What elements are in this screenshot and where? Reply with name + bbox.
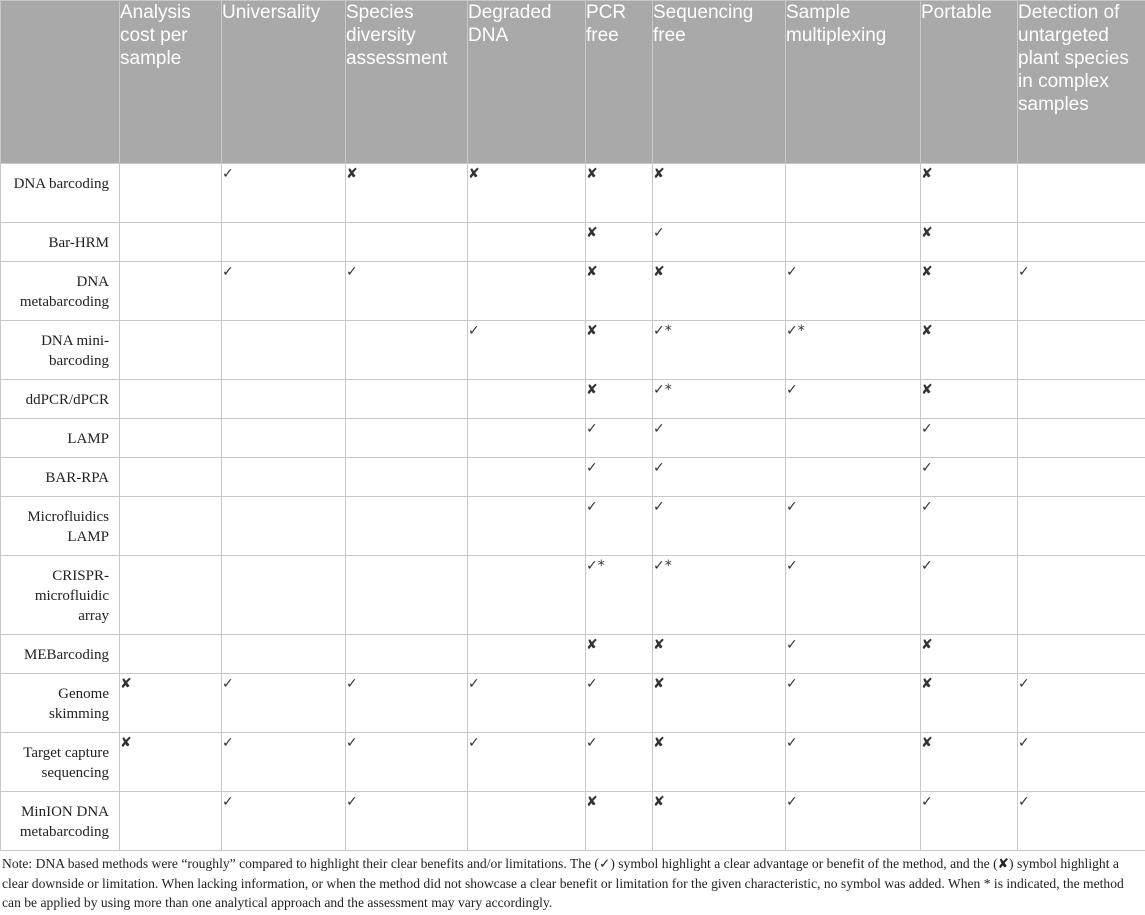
assessment-cell [120,164,222,223]
assessment-cell: ✘ [921,635,1018,674]
table-row [1,635,1145,674]
assessment-cell [346,497,468,556]
column-header: Portable [921,1,1018,164]
assessment-cell: ✓ [921,419,1018,458]
assessment-cell: ✓ [786,792,921,851]
assessment-cell [786,419,921,458]
table-row [1,164,1145,223]
assessment-cell: ✘ [346,164,468,223]
assessment-cell: ✘ [921,164,1018,223]
assessment-cell: ✘ [921,733,1018,792]
table-footnote: Note: DNA based methods were “roughly” compared to highlight their clear benefits and/or limitations. The (✓) symbol highlight a clear advantage or benefit of the method, and the (✘) symbol highlight a clear downside or limitation. When lacking information, or when the method did not showcase a clear benefit or limitation for the given characteristic, no symbol was added. When * is indicated, the method can be applied by using more than one analytical approach and the assessment may vary accordingly. [2,856,1124,910]
table-body [1,164,1145,851]
table-row [1,419,1145,458]
header-corner [1,1,120,164]
assessment-cell: ✓ [786,674,921,733]
assessment-cell: ✘ [586,792,653,851]
assessment-cell [786,223,921,262]
assessment-cell: ✓ [653,497,786,556]
assessment-cell [120,635,222,674]
assessment-cell: ✓ [786,262,921,321]
method-name-cell: Genome skimming [1,674,120,733]
method-name-cell: DNA mini-barcoding [1,321,120,380]
assessment-cell: ✓ [786,556,921,635]
assessment-cell: ✓ [921,497,1018,556]
assessment-cell [786,164,921,223]
assessment-cell: ✓ [346,792,468,851]
assessment-cell: ✓* [653,321,786,380]
assessment-cell [468,380,586,419]
assessment-cell: ✓ [653,458,786,497]
table-row [1,497,1145,556]
method-name-cell: BAR-RPA [1,458,120,497]
column-header: Detection of untargeted plant species in complex samples [1018,1,1145,164]
method-name-cell: ddPCR/dPCR [1,380,120,419]
table-row [1,674,1145,733]
assessment-cell [120,497,222,556]
method-name-cell: LAMP [1,419,120,458]
assessment-cell: ✓ [653,419,786,458]
assessment-cell [1018,380,1145,419]
assessment-cell: ✓* [586,556,653,635]
assessment-cell: ✓ [586,497,653,556]
assessment-cell [120,321,222,380]
column-header: Sample multiplexing [786,1,921,164]
assessment-cell: ✘ [586,262,653,321]
assessment-cell: ✓ [222,674,346,733]
assessment-cell [346,380,468,419]
assessment-cell [120,458,222,497]
assessment-cell: ✘ [653,674,786,733]
assessment-cell: ✓ [468,321,586,380]
assessment-cell [1018,321,1145,380]
method-name-cell: Microfluidics LAMP [1,497,120,556]
assessment-cell: ✓ [1018,733,1145,792]
column-header: Universality [222,1,346,164]
assessment-cell [120,792,222,851]
assessment-cell: ✓* [653,380,786,419]
assessment-cell: ✘ [120,733,222,792]
assessment-cell [1018,164,1145,223]
assessment-cell [346,458,468,497]
column-header: PCR free [586,1,653,164]
assessment-cell [222,321,346,380]
assessment-cell: ✘ [586,223,653,262]
assessment-cell: ✓* [786,321,921,380]
assessment-cell [120,262,222,321]
assessment-cell [468,262,586,321]
method-name-cell: DNA barcoding [1,164,120,223]
assessment-cell: ✘ [921,223,1018,262]
assessment-cell [1018,556,1145,635]
method-name-cell: MinION DNA metabarcoding [1,792,120,851]
assessment-cell: ✓ [653,223,786,262]
assessment-cell: ✓ [222,792,346,851]
assessment-cell: ✘ [653,164,786,223]
assessment-cell: ✓ [468,674,586,733]
table-row [1,792,1145,851]
assessment-cell: ✓ [921,458,1018,497]
table-row [1,556,1145,635]
assessment-cell [222,635,346,674]
assessment-cell: ✓ [222,164,346,223]
assessment-cell: ✓ [1018,792,1145,851]
assessment-cell: ✘ [586,321,653,380]
assessment-cell [786,458,921,497]
assessment-cell: ✘ [468,164,586,223]
table-row [1,262,1145,321]
assessment-cell [346,556,468,635]
assessment-cell: ✓ [921,792,1018,851]
assessment-cell [468,419,586,458]
table-row [1,458,1145,497]
column-header: Analysis cost per sample [120,1,222,164]
assessment-cell [120,556,222,635]
column-header: Degraded DNA [468,1,586,164]
assessment-cell: ✓ [586,674,653,733]
assessment-cell [120,380,222,419]
method-name-cell: DNA metabarcoding [1,262,120,321]
assessment-cell: ✘ [653,635,786,674]
assessment-cell [468,792,586,851]
assessment-cell: ✓* [653,556,786,635]
assessment-cell [346,419,468,458]
assessment-cell [1018,419,1145,458]
assessment-cell [346,321,468,380]
assessment-cell [222,458,346,497]
assessment-cell [222,556,346,635]
assessment-cell [468,458,586,497]
assessment-cell: ✓ [586,733,653,792]
assessment-cell [468,497,586,556]
assessment-cell: ✓ [786,635,921,674]
assessment-cell [120,223,222,262]
column-header: Species diversity assessment [346,1,468,164]
assessment-cell [222,419,346,458]
assessment-cell: ✓ [586,419,653,458]
assessment-cell [1018,497,1145,556]
assessment-cell [346,635,468,674]
assessment-cell [222,380,346,419]
table-row [1,223,1145,262]
assessment-cell [468,635,586,674]
assessment-cell: ✓ [786,497,921,556]
column-header: Sequencing free [653,1,786,164]
assessment-cell [120,419,222,458]
assessment-cell [1018,223,1145,262]
assessment-cell [222,223,346,262]
assessment-cell: ✘ [586,164,653,223]
method-name-cell: MEBarcoding [1,635,120,674]
assessment-cell: ✓ [222,262,346,321]
assessment-cell: ✘ [586,635,653,674]
assessment-cell: ✘ [921,674,1018,733]
assessment-cell [1018,635,1145,674]
method-name-cell: Target capture sequencing [1,733,120,792]
assessment-cell: ✘ [653,792,786,851]
method-name-cell: CRISPR-microfluidic array [1,556,120,635]
assessment-cell: ✓ [346,262,468,321]
assessment-cell [222,497,346,556]
assessment-cell: ✘ [653,733,786,792]
assessment-cell: ✘ [120,674,222,733]
assessment-cell: ✓ [786,733,921,792]
assessment-cell: ✓ [346,733,468,792]
assessment-cell: ✓ [1018,262,1145,321]
assessment-cell [468,223,586,262]
assessment-cell: ✓ [786,380,921,419]
assessment-cell: ✓ [1018,674,1145,733]
assessment-cell: ✓ [346,674,468,733]
assessment-cell: ✓ [586,458,653,497]
table-row [1,733,1145,792]
assessment-cell: ✓ [921,556,1018,635]
assessment-cell [1018,458,1145,497]
assessment-cell: ✓ [468,733,586,792]
assessment-cell [468,556,586,635]
assessment-cell [346,223,468,262]
assessment-cell: ✘ [653,262,786,321]
table-row [1,321,1145,380]
assessment-cell: ✘ [921,321,1018,380]
assessment-cell: ✘ [921,380,1018,419]
table-row [1,380,1145,419]
assessment-cell: ✓ [222,733,346,792]
assessment-cell: ✘ [586,380,653,419]
method-name-cell: Bar-HRM [1,223,120,262]
header-row [1,1,1145,164]
assessment-cell: ✘ [921,262,1018,321]
